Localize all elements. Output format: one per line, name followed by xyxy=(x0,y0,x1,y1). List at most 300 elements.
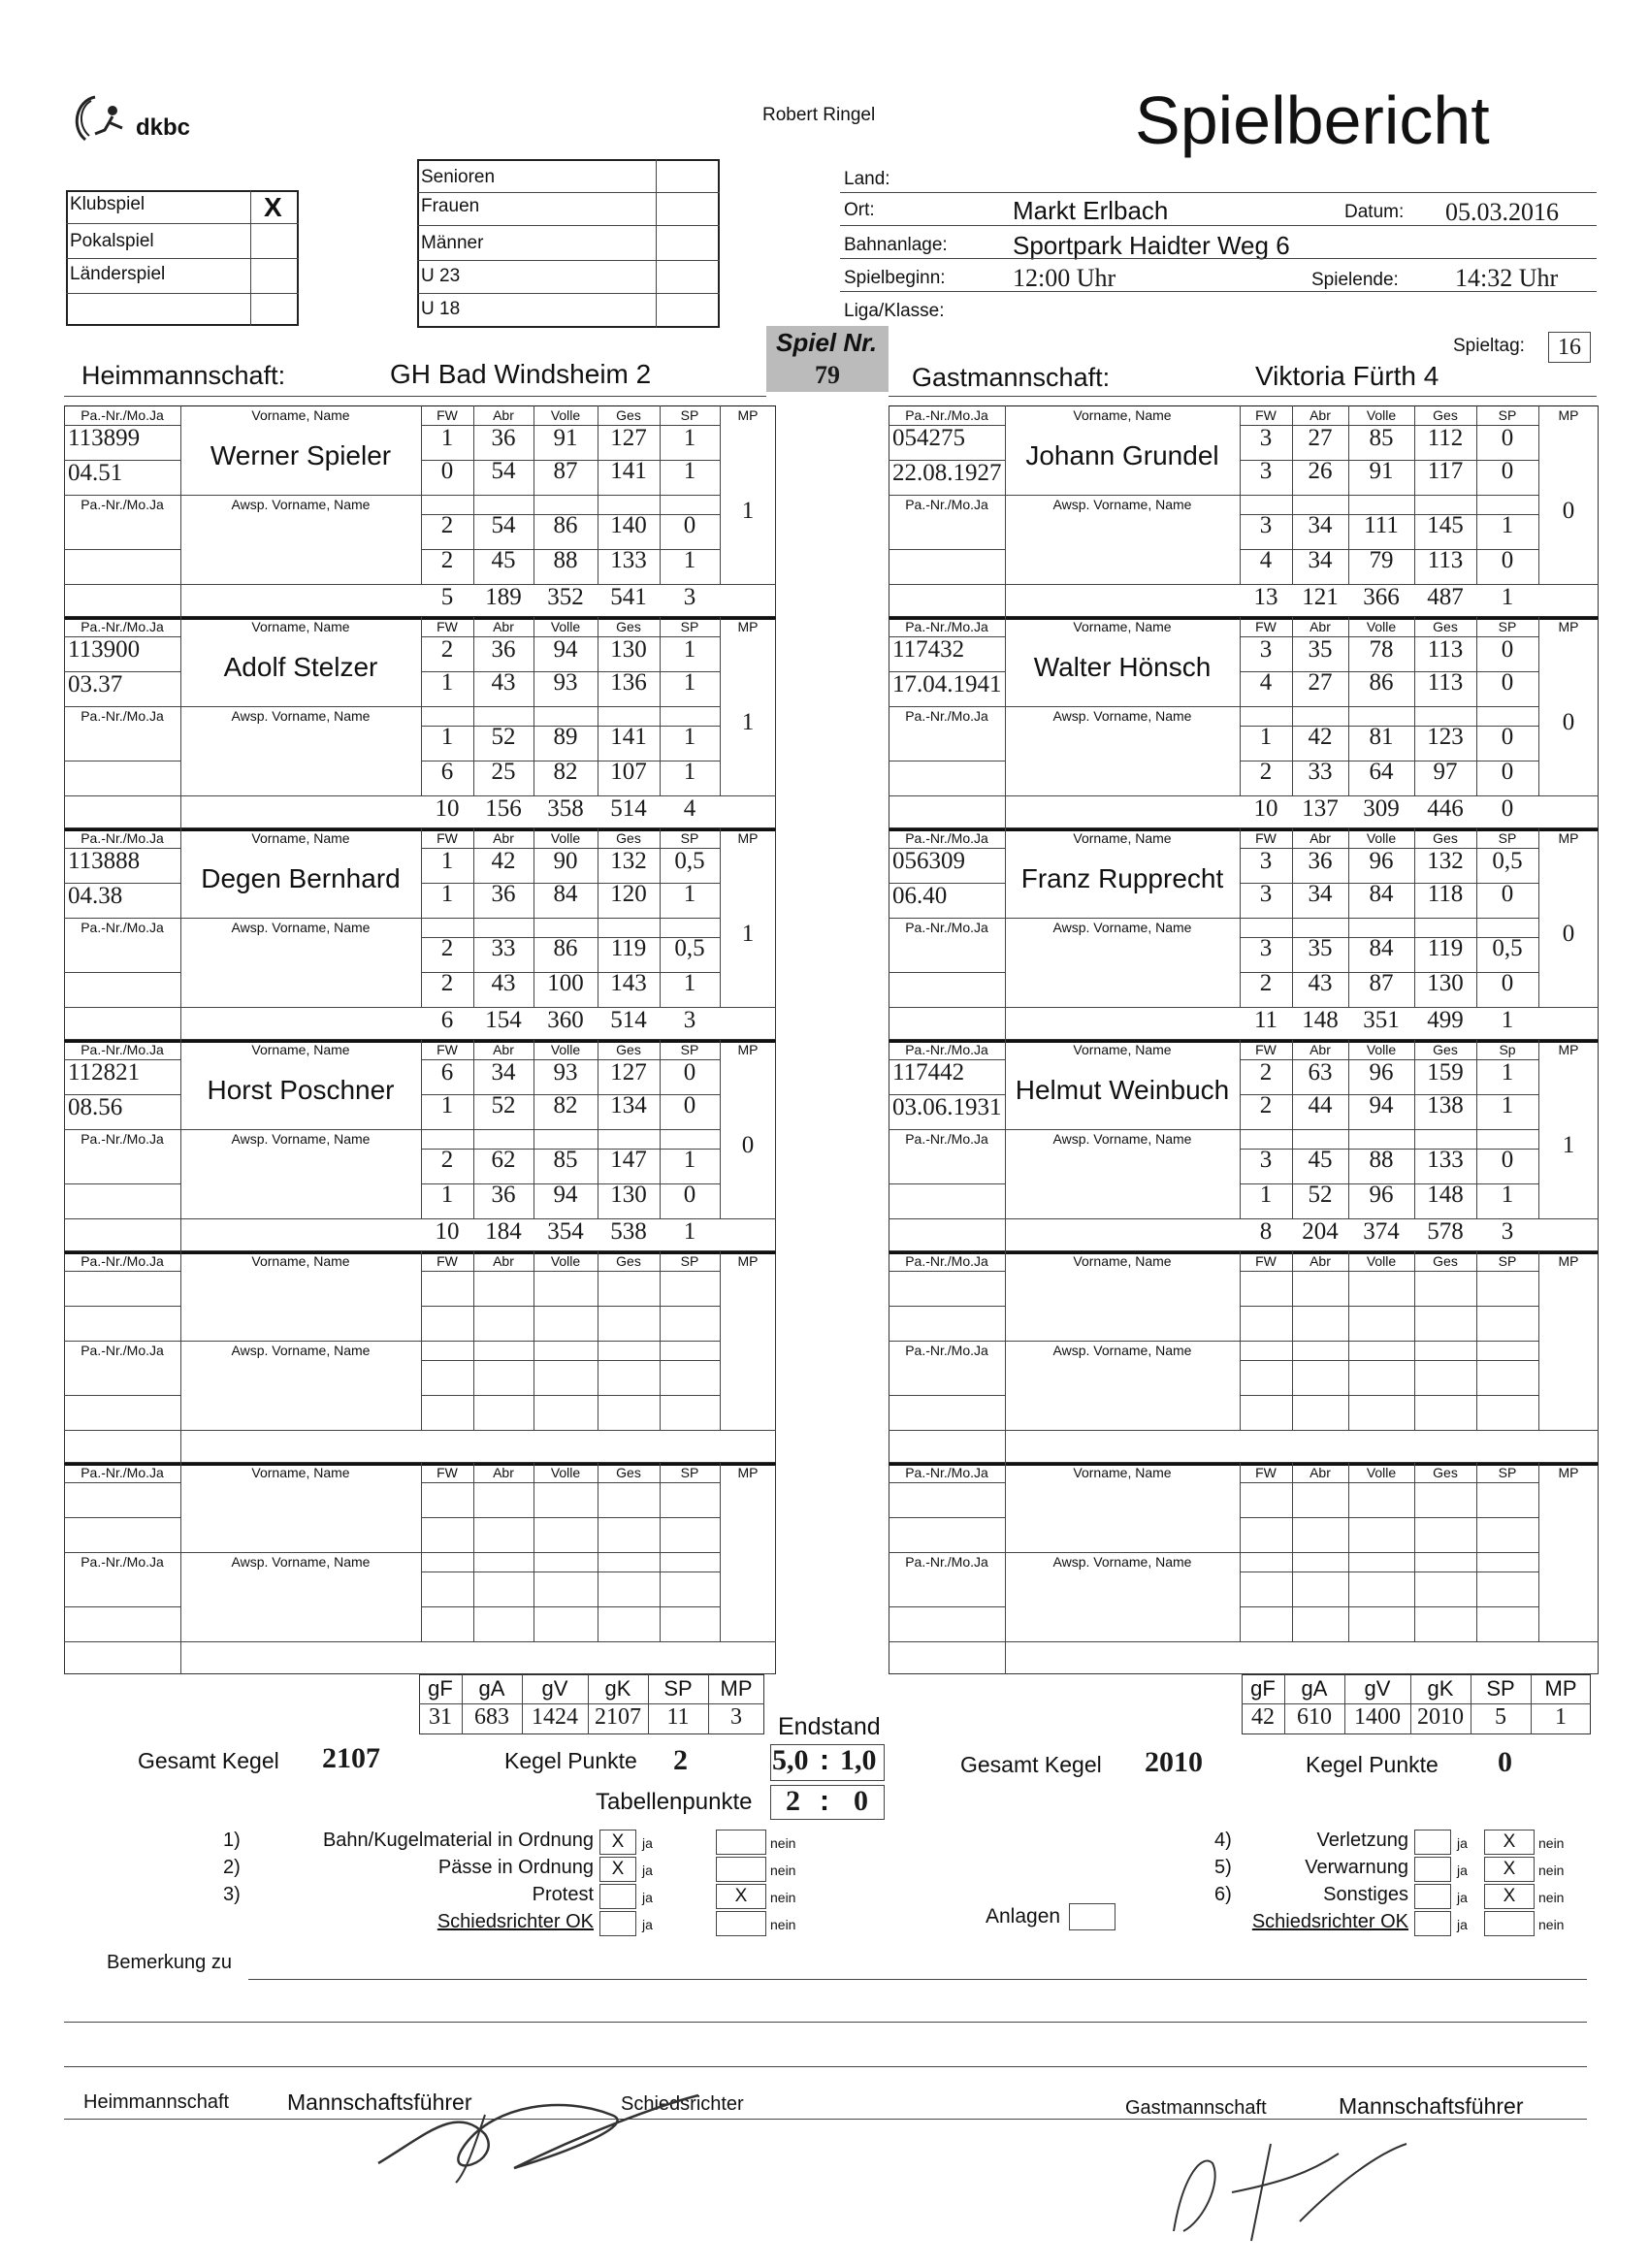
total-cell: 352 xyxy=(547,584,584,610)
score-cell: 0,5 xyxy=(1492,935,1523,961)
score-cell: 127 xyxy=(610,425,647,451)
score-cell: 42 xyxy=(491,848,516,874)
score-cell: 145 xyxy=(1427,512,1464,538)
col-header-name: Vorname, Name xyxy=(251,830,350,846)
endstand-guest: 1,0 xyxy=(840,1744,877,1776)
total-cell: 0 xyxy=(1501,795,1514,822)
score-cell: 113 xyxy=(1427,636,1464,663)
check-label: Schiedsrichter OK xyxy=(1251,1911,1408,1932)
col-header-pa: Pa.-Nr./Mo.Ja xyxy=(905,708,988,724)
total-cell: 514 xyxy=(610,795,647,822)
col-header-name: Vorname, Name xyxy=(251,619,350,634)
col-header-volle: Volle xyxy=(1366,1042,1397,1057)
score-cell: 36 xyxy=(491,636,516,663)
col-header-pa: Pa.-Nr./Mo.Ja xyxy=(81,1343,164,1358)
player-name: Werner Spieler xyxy=(210,440,392,470)
table-line xyxy=(64,1341,720,1342)
score-cell: 1 xyxy=(683,425,696,451)
score-cell: 3 xyxy=(1259,425,1273,451)
gesamt-kegel-guest: 2010 xyxy=(1145,1746,1203,1778)
col-header-sp: Sp xyxy=(1499,1042,1516,1057)
col-header-awsp: Awsp. Vorname, Name xyxy=(1052,1343,1192,1358)
endstand-home: 5,0 xyxy=(772,1744,809,1776)
tabellen-label: Tabellenpunkte xyxy=(596,1789,753,1815)
bahnanlage-value: Sportpark Haidter Weg 6 xyxy=(1013,231,1290,260)
kegel-punkte-guest-label: Kegel Punkte xyxy=(1306,1752,1439,1777)
score-cell: 123 xyxy=(1427,724,1464,750)
col-header-mp: MP xyxy=(737,619,759,634)
table-line xyxy=(1240,1395,1538,1396)
ja-label: ja xyxy=(642,1890,653,1905)
total-cell: 189 xyxy=(485,584,522,610)
col-header-fw: FW xyxy=(1255,830,1277,846)
total-cell: 8 xyxy=(1259,1218,1273,1245)
guest-captain-signature xyxy=(1145,2115,1416,2251)
score-cell: 113 xyxy=(1427,669,1464,696)
player-birth-date: 17.04.1941 xyxy=(892,671,1002,697)
nein-label: nein xyxy=(770,1863,796,1878)
score-cell: 35 xyxy=(1308,935,1333,961)
col-header-sp: SP xyxy=(680,1042,699,1057)
score-cell: 96 xyxy=(1369,1182,1394,1208)
page-title: Spielbericht xyxy=(1135,82,1490,158)
check-number: 5) xyxy=(1214,1857,1232,1878)
gesamt-kegel-guest-label: Gesamt Kegel xyxy=(960,1752,1102,1777)
col-header-fw: FW xyxy=(436,830,458,846)
col-header-pa: Pa.-Nr./Mo.Ja xyxy=(905,619,988,634)
score-cell: 36 xyxy=(491,425,516,451)
score-cell: 0 xyxy=(1501,636,1514,663)
table-line xyxy=(64,549,180,550)
check-nein-box[interactable]: X xyxy=(1484,1884,1535,1909)
score-cell: 93 xyxy=(553,1059,578,1085)
col-header-abr: Abr xyxy=(1310,619,1331,634)
score-cell: 43 xyxy=(491,669,516,696)
totals-header: gV xyxy=(541,1676,568,1701)
table-line xyxy=(720,617,721,795)
score-cell: 33 xyxy=(1308,759,1333,785)
total-cell: 121 xyxy=(1302,584,1339,610)
score-cell: 1 xyxy=(1259,724,1273,750)
table-line xyxy=(1240,1606,1538,1607)
score-cell: 62 xyxy=(491,1147,516,1173)
nein-label: nein xyxy=(770,1890,796,1905)
col-header-abr: Abr xyxy=(493,1465,514,1480)
totals-value: 610 xyxy=(1297,1704,1332,1730)
col-header-sp: SP xyxy=(1498,1253,1517,1269)
table-line xyxy=(421,1606,720,1607)
col-header-abr: Abr xyxy=(493,1042,514,1057)
score-cell: 0 xyxy=(683,1092,696,1118)
col-header-pa: Pa.-Nr./Mo.Ja xyxy=(905,407,988,423)
score-cell: 6 xyxy=(440,1059,454,1085)
score-cell: 54 xyxy=(491,512,516,538)
col-header-name: Vorname, Name xyxy=(1073,1042,1172,1057)
spielbeginn-value: 12:00 Uhr xyxy=(1013,264,1116,292)
score-cell: 136 xyxy=(610,669,647,696)
col-header-pa: Pa.-Nr./Mo.Ja xyxy=(81,1253,164,1269)
score-cell: 119 xyxy=(610,935,647,961)
score-cell: 134 xyxy=(610,1092,647,1118)
score-cell: 2 xyxy=(1259,1092,1273,1118)
totals-header: SP xyxy=(1486,1676,1515,1701)
logo-text: dkbc xyxy=(136,114,191,141)
totals-header: MP xyxy=(720,1676,753,1701)
ja-label: ja xyxy=(1457,1863,1468,1878)
total-cell: 5 xyxy=(440,584,454,610)
score-cell: 86 xyxy=(553,935,578,961)
check-nein-box[interactable]: X xyxy=(716,1884,766,1909)
col-header-sp: SP xyxy=(1498,407,1517,423)
total-cell: 374 xyxy=(1363,1218,1400,1245)
table-line xyxy=(889,1395,1005,1396)
col-header-pa: Pa.-Nr./Mo.Ja xyxy=(905,1554,988,1570)
table-line xyxy=(889,1482,1005,1483)
total-cell: 13 xyxy=(1253,584,1278,610)
category-senioren: Senioren xyxy=(421,167,496,187)
anlagen-box[interactable] xyxy=(1069,1903,1116,1930)
col-header-name: Vorname, Name xyxy=(251,1253,350,1269)
table-line xyxy=(64,495,720,496)
score-cell: 1 xyxy=(683,759,696,785)
col-header-volle: Volle xyxy=(550,407,581,423)
score-cell: 0 xyxy=(1501,759,1514,785)
check-ja-box[interactable] xyxy=(599,1911,636,1936)
sig-gast-label: Gastmannschaft xyxy=(1125,2097,1267,2119)
endstand-label: Endstand xyxy=(778,1713,881,1740)
guest-team-name: Viktoria Fürth 4 xyxy=(1255,361,1439,391)
col-header-abr: Abr xyxy=(1310,830,1331,846)
col-header-pa: Pa.-Nr./Mo.Ja xyxy=(905,1253,988,1269)
table-line xyxy=(889,1430,1599,1431)
check-number: 6) xyxy=(1214,1884,1232,1905)
total-cell: 578 xyxy=(1427,1218,1464,1245)
table-line xyxy=(64,972,180,973)
score-cell: 84 xyxy=(1369,935,1394,961)
player-birth-date: 03.37 xyxy=(68,671,123,697)
score-cell: 1 xyxy=(683,669,696,696)
col-header-awsp: Awsp. Vorname, Name xyxy=(231,708,371,724)
score-cell: 2 xyxy=(440,970,454,996)
table-line xyxy=(1240,1482,1538,1483)
spieltag-value: 16 xyxy=(1548,332,1591,363)
player-pass-nr: 117432 xyxy=(892,636,965,663)
col-header-pa: Pa.-Nr./Mo.Ja xyxy=(81,619,164,634)
table-line xyxy=(421,1482,720,1483)
col-header-awsp: Awsp. Vorname, Name xyxy=(231,497,371,512)
table-line xyxy=(64,1306,180,1307)
total-cell: 137 xyxy=(1302,795,1339,822)
col-header-volle: Volle xyxy=(550,1465,581,1480)
score-cell: 96 xyxy=(1369,848,1394,874)
total-cell: 1 xyxy=(683,1218,696,1245)
score-cell: 91 xyxy=(553,425,578,451)
col-header-fw: FW xyxy=(436,407,458,423)
col-header-ges: Ges xyxy=(616,1253,641,1269)
col-header-name: Vorname, Name xyxy=(1073,1465,1172,1480)
check-nein-box[interactable] xyxy=(716,1857,766,1882)
klubspiel-label: Klubspiel xyxy=(70,194,146,214)
table-line xyxy=(889,1306,1005,1307)
score-cell: 34 xyxy=(491,1059,516,1085)
check-ja-box[interactable] xyxy=(1414,1884,1451,1909)
score-cell: 4 xyxy=(1259,669,1273,696)
col-header-pa: Pa.-Nr./Mo.Ja xyxy=(905,1042,988,1057)
score-cell: 141 xyxy=(610,458,647,484)
anlagen-label: Anlagen xyxy=(986,1905,1061,1928)
score-cell: 147 xyxy=(610,1147,647,1173)
totals-header: gA xyxy=(1301,1676,1328,1701)
score-cell: 1 xyxy=(440,669,454,696)
col-header-sp: SP xyxy=(680,1253,699,1269)
check-nein-box[interactable] xyxy=(716,1830,766,1855)
home-team-label: Heimmannschaft: xyxy=(81,361,286,390)
check-number: 4) xyxy=(1214,1830,1232,1851)
col-header-awsp: Awsp. Vorname, Name xyxy=(1052,708,1192,724)
total-cell: 10 xyxy=(1253,795,1278,822)
col-header-sp: SP xyxy=(680,1465,699,1480)
score-cell: 0 xyxy=(1501,547,1514,573)
score-cell: 130 xyxy=(610,1182,647,1208)
col-header-abr: Abr xyxy=(493,407,514,423)
check-nein-box[interactable] xyxy=(1484,1911,1535,1936)
home-team-name: GH Bad Windsheim 2 xyxy=(390,359,652,389)
col-header-sp: SP xyxy=(680,830,699,846)
totals-value: 2010 xyxy=(1417,1704,1464,1730)
check-nein-box[interactable]: X xyxy=(1484,1830,1535,1855)
score-cell: 52 xyxy=(491,1092,516,1118)
col-header-pa: Pa.-Nr./Mo.Ja xyxy=(81,920,164,935)
score-cell: 0 xyxy=(1501,1147,1514,1173)
bahnanlage-label: Bahnanlage: xyxy=(844,235,948,255)
table-line xyxy=(64,1395,180,1396)
score-cell: 132 xyxy=(610,848,647,874)
score-cell: 0 xyxy=(683,1182,696,1208)
col-header-pa: Pa.-Nr./Mo.Ja xyxy=(905,497,988,512)
total-cell: 3 xyxy=(683,1007,696,1033)
score-cell: 1 xyxy=(1501,1092,1514,1118)
score-cell: 45 xyxy=(491,547,516,573)
total-cell: 514 xyxy=(610,1007,647,1033)
match-point: 0 xyxy=(1562,709,1575,735)
table-line xyxy=(720,828,721,1007)
player-name: Franz Rupprecht xyxy=(1020,863,1224,893)
check-label: Pässe in Ordnung xyxy=(437,1857,594,1878)
check-ja-box[interactable] xyxy=(1414,1857,1451,1882)
score-cell: 3 xyxy=(1259,1147,1273,1173)
player-birth-date: 22.08.1927 xyxy=(892,460,1002,486)
total-cell: 541 xyxy=(610,584,647,610)
score-cell: 43 xyxy=(491,970,516,996)
check-label: Verwarnung xyxy=(1305,1857,1408,1878)
col-header-mp: MP xyxy=(1558,619,1579,634)
score-cell: 89 xyxy=(553,724,578,750)
col-header-volle: Volle xyxy=(550,830,581,846)
total-cell: 446 xyxy=(1427,795,1464,822)
col-header-ges: Ges xyxy=(1433,830,1458,846)
score-cell: 130 xyxy=(1427,970,1464,996)
score-cell: 0 xyxy=(683,512,696,538)
score-cell: 0 xyxy=(1501,970,1514,996)
score-cell: 117 xyxy=(1427,458,1464,484)
col-header-abr: Abr xyxy=(493,619,514,634)
table-line xyxy=(720,1040,721,1218)
totals-value: 2107 xyxy=(595,1704,641,1730)
col-header-mp: MP xyxy=(737,407,759,423)
col-header-pa: Pa.-Nr./Mo.Ja xyxy=(81,708,164,724)
table-line xyxy=(64,1271,180,1272)
pokalspiel-label: Pokalspiel xyxy=(70,231,154,251)
score-cell: 87 xyxy=(553,458,578,484)
score-cell: 148 xyxy=(1427,1182,1464,1208)
score-cell: 86 xyxy=(553,512,578,538)
col-header-name: Vorname, Name xyxy=(1073,1253,1172,1269)
total-cell: 10 xyxy=(435,795,460,822)
score-cell: 34 xyxy=(1308,512,1333,538)
totals-value: 683 xyxy=(474,1704,509,1730)
table-line xyxy=(421,1571,720,1572)
totals-value: 1400 xyxy=(1354,1704,1401,1730)
tabellen-home: 2 xyxy=(786,1785,800,1817)
score-cell: 0 xyxy=(1501,724,1514,750)
ja-label: ja xyxy=(1457,1890,1468,1905)
ort-label: Ort: xyxy=(844,200,875,220)
col-header-ges: Ges xyxy=(1433,619,1458,634)
table-line xyxy=(889,1183,1005,1184)
total-cell: 351 xyxy=(1363,1007,1400,1033)
player-pass-nr: 113899 xyxy=(68,425,141,451)
check-ja-box[interactable] xyxy=(599,1884,636,1909)
col-header-fw: FW xyxy=(1255,407,1277,423)
score-cell: 2 xyxy=(440,547,454,573)
col-header-mp: MP xyxy=(1558,1465,1579,1480)
col-header-awsp: Awsp. Vorname, Name xyxy=(231,1131,371,1147)
score-cell: 138 xyxy=(1427,1092,1464,1118)
table-line xyxy=(720,1251,721,1430)
player-name: Johann Grundel xyxy=(1025,440,1219,470)
col-header-mp: MP xyxy=(737,830,759,846)
score-cell: 82 xyxy=(553,759,578,785)
score-cell: 90 xyxy=(553,848,578,874)
col-header-fw: FW xyxy=(436,619,458,634)
ja-label: ja xyxy=(1457,1917,1468,1932)
spielende-value: 14:32 Uhr xyxy=(1455,264,1559,292)
match-point: 1 xyxy=(741,709,755,735)
score-cell: 1 xyxy=(683,881,696,907)
score-cell: 127 xyxy=(610,1059,647,1085)
score-cell: 1 xyxy=(683,636,696,663)
category-frauen: Frauen xyxy=(421,196,480,216)
score-cell: 93 xyxy=(553,669,578,696)
col-header-name: Vorname, Name xyxy=(1073,407,1172,423)
kegel-punkte-guest: 0 xyxy=(1498,1746,1512,1778)
score-cell: 85 xyxy=(553,1147,578,1173)
score-cell: 36 xyxy=(491,881,516,907)
totals-value: 1 xyxy=(1555,1704,1567,1730)
check-ja-box[interactable] xyxy=(1414,1911,1451,1936)
score-cell: 27 xyxy=(1308,669,1333,696)
check-label: Schiedsrichter OK xyxy=(436,1911,594,1932)
check-ja-box[interactable]: X xyxy=(599,1830,636,1855)
totals-value: 1424 xyxy=(532,1704,578,1730)
check-label: Verletzung xyxy=(1316,1830,1408,1851)
home-captain-signature xyxy=(369,2076,718,2192)
total-cell: 10 xyxy=(435,1218,460,1245)
col-header-abr: Abr xyxy=(493,830,514,846)
col-header-name: Vorname, Name xyxy=(251,407,350,423)
klubspiel-mark[interactable]: X xyxy=(264,192,282,222)
score-cell: 96 xyxy=(1369,1059,1394,1085)
laenderspiel-label: Länderspiel xyxy=(70,264,166,284)
table-line xyxy=(64,1129,720,1130)
nein-label: nein xyxy=(1538,1917,1565,1932)
score-cell: 34 xyxy=(1308,881,1333,907)
total-cell: 487 xyxy=(1427,584,1464,610)
score-cell: 79 xyxy=(1369,547,1394,573)
score-cell: 36 xyxy=(1308,848,1333,874)
col-header-volle: Volle xyxy=(1366,407,1397,423)
land-label: Land: xyxy=(844,169,890,189)
score-cell: 94 xyxy=(1369,1092,1394,1118)
col-header-ges: Ges xyxy=(1433,407,1458,423)
sig-heim-label: Heimmannschaft xyxy=(83,2091,230,2113)
score-cell: 100 xyxy=(547,970,584,996)
col-header-mp: MP xyxy=(1558,1042,1579,1057)
gesamt-kegel-home: 2107 xyxy=(322,1742,380,1774)
spielende-label: Spielende: xyxy=(1311,270,1399,290)
col-header-ges: Ges xyxy=(1433,1042,1458,1057)
check-ja-box[interactable]: X xyxy=(599,1857,636,1882)
score-cell: 120 xyxy=(610,881,647,907)
total-cell: 184 xyxy=(485,1218,522,1245)
table-line xyxy=(421,1306,720,1307)
table-line xyxy=(889,1641,1599,1642)
match-point: 1 xyxy=(741,921,755,947)
player-pass-nr: 113900 xyxy=(68,636,141,663)
col-header-ges: Ges xyxy=(616,1042,641,1057)
col-header-volle: Volle xyxy=(1366,619,1397,634)
score-cell: 34 xyxy=(1308,547,1333,573)
total-cell: 538 xyxy=(610,1218,647,1245)
totals-value: 31 xyxy=(429,1704,452,1730)
score-cell: 2 xyxy=(440,636,454,663)
score-cell: 45 xyxy=(1308,1147,1333,1173)
score-cell: 63 xyxy=(1308,1059,1333,1085)
col-header-pa: Pa.-Nr./Mo.Ja xyxy=(81,830,164,846)
col-header-mp: MP xyxy=(737,1042,759,1057)
check-nein-box[interactable]: X xyxy=(1484,1857,1535,1882)
score-cell: 94 xyxy=(553,636,578,663)
check-number: 1) xyxy=(223,1830,241,1851)
score-cell: 54 xyxy=(491,458,516,484)
col-header-volle: Volle xyxy=(550,1253,581,1269)
check-nein-box[interactable] xyxy=(716,1911,766,1936)
table-line xyxy=(64,1641,776,1642)
total-cell: 354 xyxy=(547,1218,584,1245)
score-cell: 36 xyxy=(491,1182,516,1208)
col-header-pa: Pa.-Nr./Mo.Ja xyxy=(905,1131,988,1147)
total-cell: 499 xyxy=(1427,1007,1464,1033)
table-line xyxy=(720,1463,721,1641)
col-header-awsp: Awsp. Vorname, Name xyxy=(231,1343,371,1358)
col-header-fw: FW xyxy=(1255,1465,1277,1480)
total-cell: 1 xyxy=(1501,1007,1514,1033)
check-ja-box[interactable] xyxy=(1414,1830,1451,1855)
ja-label: ja xyxy=(642,1835,653,1851)
total-cell: 204 xyxy=(1302,1218,1339,1245)
kegel-punkte-home: 2 xyxy=(673,1744,688,1776)
totals-value: 42 xyxy=(1251,1704,1275,1730)
